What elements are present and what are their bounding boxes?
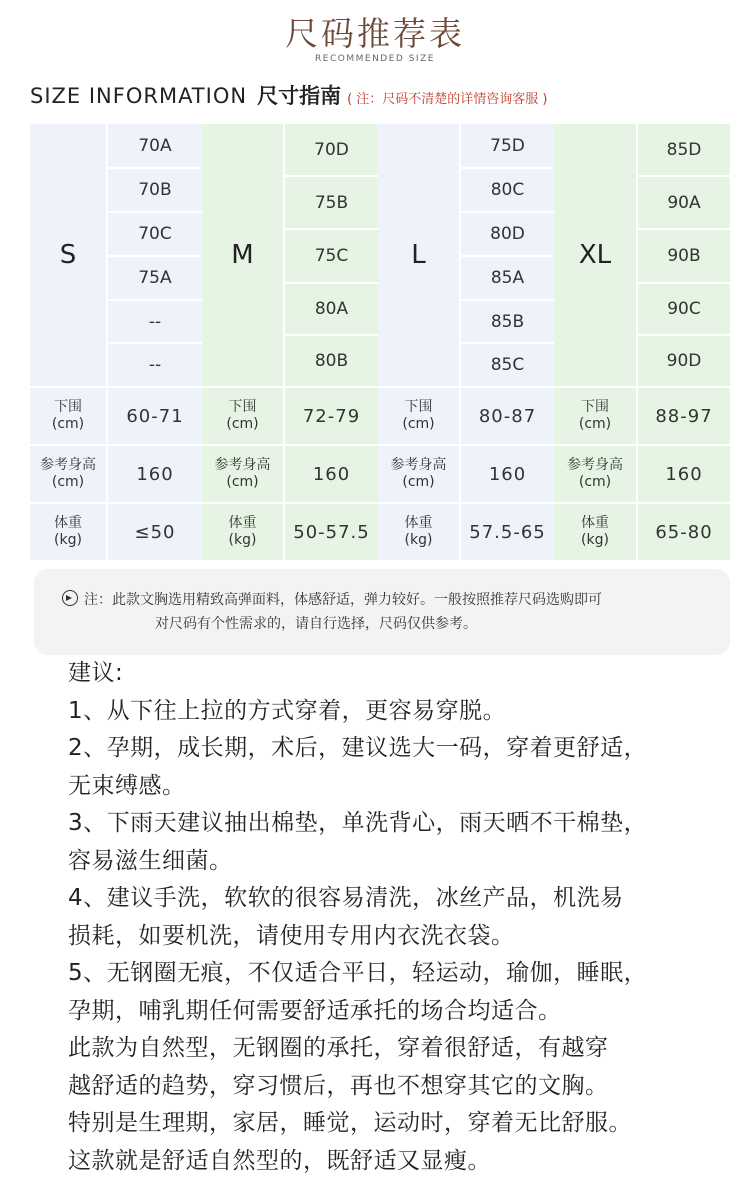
divider (638, 334, 730, 336)
divider (285, 228, 378, 230)
divider (638, 228, 730, 230)
cup-size-cell: 80D (490, 223, 525, 244)
divider (108, 211, 202, 213)
underbust-label-text: 下围 (404, 399, 433, 415)
divider (461, 167, 554, 169)
underbust-label (202, 388, 283, 444)
cup-size-cell: 90A (667, 192, 701, 213)
advice-line: 此款为自然型，无钢圈的承托，穿着很舒适，有越穿 (68, 1035, 609, 1061)
underbust-value: 88-97 (655, 405, 713, 427)
cup-size-cell: 80A (314, 299, 349, 319)
cup-size-cell: 75C (314, 246, 349, 266)
cup-size-cell: 85A (490, 267, 525, 288)
divider (461, 211, 554, 213)
advice-line: 1、从下往上拉的方式穿着，更容易穿脱。 (68, 697, 507, 724)
page-subtitle: RECOMMENDED SIZE (315, 54, 435, 64)
height-label-text: 参考身高 (390, 457, 447, 473)
note-box (34, 569, 730, 655)
underbust-label-text: 下围 (54, 399, 82, 415)
height-label (554, 446, 636, 502)
cup-size-cell: 80C (490, 179, 525, 200)
cup-size-cell: 90B (667, 246, 701, 266)
cup-size-cell: 70D (314, 139, 349, 160)
height-label (30, 446, 106, 502)
weight-label (378, 504, 459, 560)
divider (285, 334, 378, 336)
underbust-value: 72-79 (302, 405, 361, 427)
weight-label-text: 体重 (404, 515, 433, 531)
cup-size-cell: 70B (138, 179, 172, 200)
divider (638, 175, 730, 177)
underbust-label-text: 下围 (228, 399, 257, 415)
cup-size-cell: 90D (666, 351, 702, 371)
height-unit: (cm) (226, 474, 259, 490)
height-label-text: 参考身高 (567, 457, 623, 473)
advice-line: 5、无钢圈无痕，不仅适合平日，轻运动，瑜伽，睡眠， (68, 960, 648, 986)
divider (285, 175, 378, 177)
size-info-en: SIZE INFORMATION (30, 84, 248, 108)
cup-size-cell: -- (148, 311, 162, 332)
size-letter-s: S (59, 240, 77, 270)
size-info-note: ( 注：尺码不清楚的详情咨询客服 ) (347, 92, 548, 107)
weight-value: ≤50 (134, 521, 176, 543)
height-unit: (cm) (578, 474, 612, 490)
height-value: 160 (665, 463, 703, 485)
divider (108, 255, 202, 257)
note-line-1: 注：此款文胸选用精致高弹面料，体感舒适，弹力较好。一般按照推荐尺码选购即可 (84, 592, 602, 608)
cup-size-cell: 85D (666, 139, 702, 160)
play-circle-icon (62, 590, 78, 606)
cup-size-cell: 80B (314, 351, 349, 371)
height-value: 160 (312, 463, 351, 485)
cup-size-cell: -- (148, 354, 162, 375)
weight-label (202, 504, 283, 560)
weight-value: 65-80 (655, 521, 713, 543)
underbust-unit: (cm) (51, 416, 85, 432)
divider (108, 342, 202, 344)
advice-line: 无束缚感。 (68, 772, 186, 799)
height-label (378, 446, 459, 502)
height-value: 160 (136, 463, 174, 485)
divider (461, 299, 554, 301)
cup-size-cell: 75B (314, 192, 349, 213)
advice-line: 损耗，如要机洗，请使用专用内衣洗衣袋。 (68, 922, 515, 949)
weight-unit: (kg) (54, 532, 82, 548)
advice-line: 4、建议手洗，软软的很容易清洗，冰丝产品，机洗易 (68, 885, 624, 911)
weight-unit: (kg) (228, 532, 257, 548)
height-label-text: 参考身高 (40, 457, 96, 473)
cup-size-cell: 85C (490, 354, 525, 375)
size-info-heading (30, 80, 548, 110)
divider (285, 282, 378, 284)
weight-label (554, 504, 636, 560)
advice-line: 这款就是舒适自然型的，既舒适又显瘦。 (68, 1147, 491, 1174)
note-line-2: 对尺码有个性需求的，请自行选择，尺码仅供参考。 (155, 616, 477, 632)
underbust-value: 80-87 (478, 405, 537, 427)
divider (461, 342, 554, 344)
advice-section (68, 655, 728, 1180)
advice-line: 特别是生理期，家居，睡觉，运动时，穿着无比舒服。 (68, 1110, 632, 1136)
height-unit: (cm) (51, 474, 85, 490)
height-label (202, 446, 283, 502)
cup-size-cell: 75A (138, 267, 172, 288)
weight-label (30, 504, 106, 560)
cup-size-cell: 85B (490, 311, 525, 332)
weight-unit: (kg) (581, 532, 609, 548)
cup-size-cell: 70C (138, 223, 172, 244)
size-letter-l: L (411, 240, 426, 270)
weight-label-text: 体重 (581, 515, 609, 531)
size-letter-xl: XL (578, 240, 612, 270)
underbust-unit: (cm) (226, 416, 259, 432)
divider (108, 167, 202, 169)
underbust-label (378, 388, 459, 444)
page-title: 尺码推荐表 (285, 14, 465, 53)
underbust-value: 60-71 (126, 405, 184, 427)
advice-line: 越舒适的趋势，穿习惯后，再也不想穿其它的文胸。 (68, 1072, 609, 1099)
weight-unit: (kg) (404, 532, 433, 548)
divider (638, 282, 730, 284)
size-letter-m: M (231, 240, 254, 270)
weight-value: 57.5-65 (469, 521, 546, 543)
advice-line: 2、孕期，成长期，术后，建议选大一码，穿着更舒适， (68, 735, 648, 761)
cup-size-cell: 75D (490, 135, 525, 156)
underbust-unit: (cm) (402, 416, 435, 432)
advice-line: 3、下雨天建议抽出棉垫，单洗背心，雨天晒不干棉垫， (68, 810, 648, 836)
weight-label-text: 体重 (54, 515, 82, 531)
height-label-text: 参考身高 (214, 457, 271, 473)
weight-label-text: 体重 (228, 515, 257, 531)
weight-value: 50-57.5 (293, 521, 370, 543)
divider (108, 299, 202, 301)
underbust-unit: (cm) (578, 416, 612, 432)
underbust-label (554, 388, 636, 444)
size-info-cn: 尺寸指南 (257, 84, 342, 108)
cup-size-cell: 70A (138, 135, 172, 156)
advice-line: 孕期，哺乳期任何需要舒适承托的场合均适合。 (68, 997, 562, 1024)
cup-size-cell: 90C (667, 299, 701, 319)
underbust-label (30, 388, 106, 444)
divider (461, 255, 554, 257)
advice-line: 容易滋生细菌。 (68, 847, 233, 874)
underbust-label-text: 下围 (581, 399, 609, 415)
height-unit: (cm) (402, 474, 435, 490)
advice-line: 建议: (68, 660, 124, 686)
height-value: 160 (488, 463, 527, 485)
